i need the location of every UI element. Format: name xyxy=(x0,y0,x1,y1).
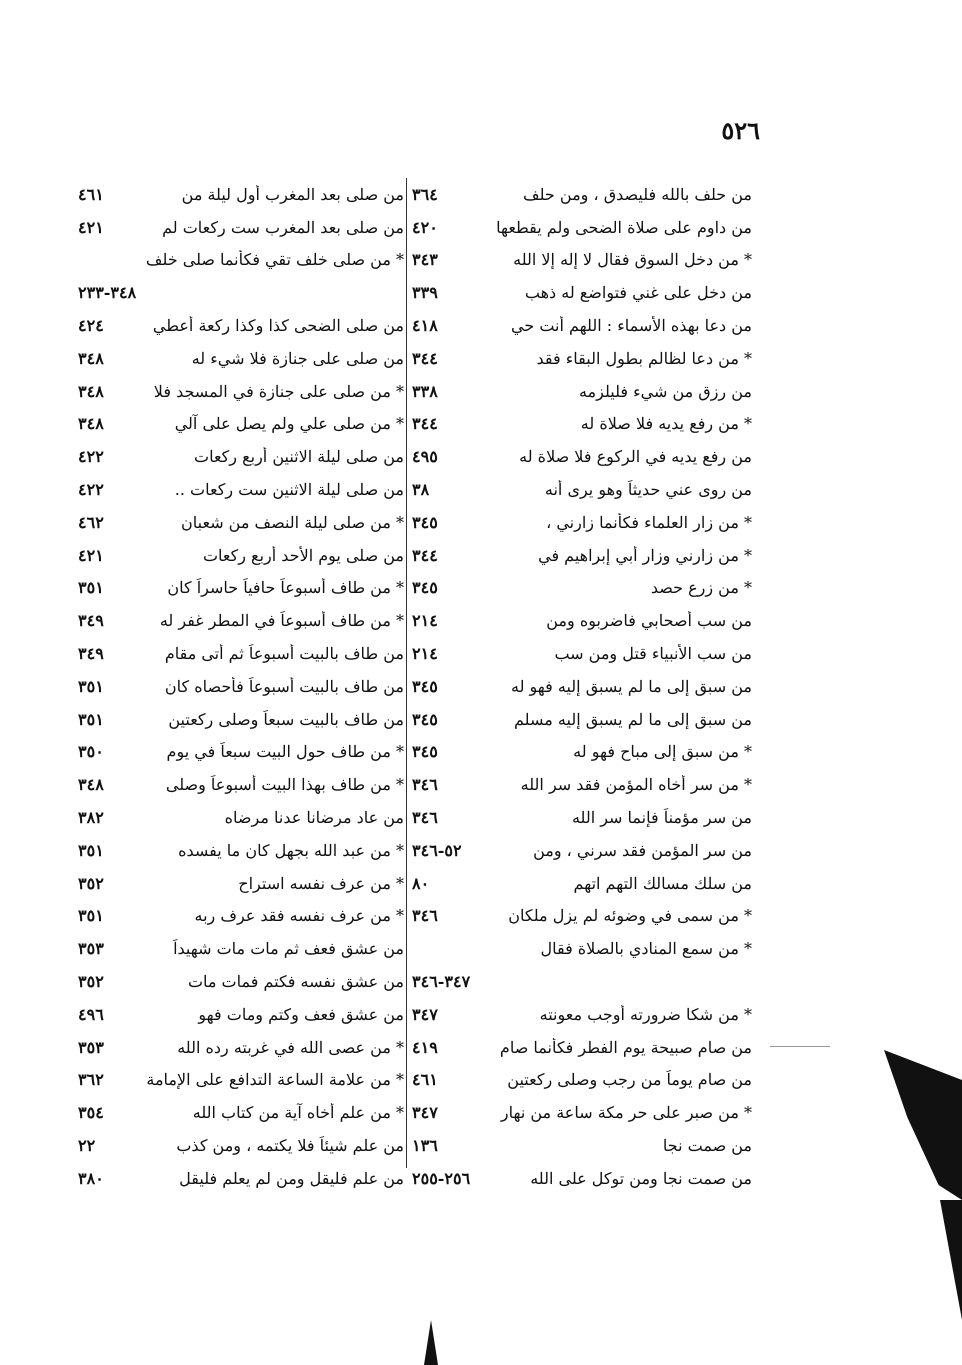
entry-text: * من علم أخاه آية من كتاب الله xyxy=(192,1103,404,1123)
index-entry xyxy=(412,604,752,637)
entry-page-number: ٣٤٧-٣٤٦ xyxy=(412,972,471,992)
index-entry xyxy=(78,900,404,933)
entry-text: * من طاف بهذا البيت أسبوعاً وصلى xyxy=(165,775,404,795)
entry-page-number: ٣٤٩ xyxy=(78,611,104,631)
entry-text: * من زارني وزار أبي إبراهيم في xyxy=(538,545,752,565)
entry-page-number: ٣٤٨ xyxy=(78,775,104,795)
entry-page-number: ٣٣٨ xyxy=(412,381,438,401)
entry-text: من صلى بعد المغرب أول ليلة من xyxy=(181,184,404,204)
index-entry xyxy=(412,736,752,769)
entry-text: من صلى بعد المغرب ست ركعات لم xyxy=(162,217,404,237)
entry-page-number: ٢١٤ xyxy=(412,611,438,631)
entry-page-number: ٣٤٨ xyxy=(78,414,104,434)
index-entry xyxy=(412,932,752,965)
entry-text: * من شكا ضرورته أوجب معونته xyxy=(539,1004,752,1024)
index-entry xyxy=(412,965,752,998)
index-entry xyxy=(78,276,404,309)
index-entry xyxy=(78,1031,404,1064)
index-entry xyxy=(78,834,404,867)
index-entry xyxy=(412,506,752,539)
index-entry xyxy=(412,309,752,342)
index-entry xyxy=(412,244,752,277)
index-entry xyxy=(412,1162,752,1195)
entry-page-number: ٤٦٢ xyxy=(78,512,104,532)
scan-edge-shadow-lower xyxy=(940,1200,962,1320)
index-entry xyxy=(78,932,404,965)
entry-text: من صام يوماً من رجب وصلى ركعتين xyxy=(507,1070,752,1090)
entry-text: من دعا بهذه الأسماء : اللهم أنت حي xyxy=(511,316,752,336)
index-entry xyxy=(412,342,752,375)
index-entry xyxy=(78,867,404,900)
index-entry xyxy=(78,572,404,605)
index-entry xyxy=(412,768,752,801)
entry-text: من طاف بالبيت سبعاً وصلى ركعتين xyxy=(168,709,404,729)
entry-page-number: ٣٥٣ xyxy=(78,939,104,959)
index-entry xyxy=(412,1129,752,1162)
index-entry xyxy=(412,998,752,1031)
entry-page-number: ٤٢١ xyxy=(78,217,104,237)
entry-page-number: ٣٥٤ xyxy=(78,1103,104,1123)
entry-text: * من سر أخاه المؤمن فقد سر الله xyxy=(520,775,752,795)
entry-page-number: ٤١٨ xyxy=(412,316,438,336)
entry-page-number: ٣٥٢ xyxy=(78,873,104,893)
index-entry xyxy=(412,900,752,933)
entry-text: من رفع يديه في الركوع فلا صلاة له xyxy=(519,447,752,467)
entry-page-number: ١٣٦ xyxy=(412,1136,438,1155)
index-entry xyxy=(412,408,752,441)
entry-page-number: ٣٤٥ xyxy=(412,742,438,762)
index-entry xyxy=(78,1064,404,1097)
entry-text: * من صبر على حر مكة ساعة من نهار xyxy=(500,1103,752,1123)
entry-text: * من رفع يديه فلا صلاة له xyxy=(580,414,752,434)
index-entry xyxy=(78,440,404,473)
index-entry xyxy=(78,736,404,769)
entry-page-number: ٤٢٤ xyxy=(78,316,104,336)
entry-text: * من دخل السوق فقال لا إله إلا الله xyxy=(513,250,752,270)
entry-text: من سبق إلى ما لم يسبق إليه فهو له xyxy=(510,676,752,696)
entry-page-number: ٢٢ xyxy=(78,1136,96,1155)
index-entry xyxy=(78,309,404,342)
index-entry xyxy=(412,670,752,703)
entry-page-number: ٣٥١ xyxy=(78,840,104,860)
index-column-left xyxy=(78,178,404,1195)
entry-page-number: ٣٨٠ xyxy=(78,1168,104,1188)
index-entry xyxy=(78,998,404,1031)
index-entry xyxy=(78,342,404,375)
entry-text: من سلك مسالك التهم اتهم xyxy=(573,873,752,893)
entry-page-number: ٤١٩ xyxy=(412,1037,438,1057)
scan-edge-shadow xyxy=(884,1050,962,1200)
index-entry xyxy=(78,473,404,506)
index-entry xyxy=(412,1096,752,1129)
index-entry xyxy=(78,637,404,670)
entry-text: من صلى على جنازة فلا شيء له xyxy=(191,348,404,368)
index-entry xyxy=(412,703,752,736)
index-entry xyxy=(78,1162,404,1195)
entry-page-number: ٣٤٨-٢٣٣ xyxy=(78,283,137,303)
index-entry xyxy=(78,211,404,244)
index-entry xyxy=(412,473,752,506)
entry-text: * من سمع المنادي بالصلاة فقال xyxy=(540,939,752,959)
entry-text: * من عصى الله في غربته رده الله xyxy=(177,1037,404,1057)
entry-page-number: ٣٤٣ xyxy=(412,250,438,270)
entry-page-number: ٣٨٢ xyxy=(78,808,104,828)
entry-text: * من دعا لظالم بطول البقاء فقد xyxy=(536,348,752,368)
index-column-right xyxy=(412,178,752,1195)
index-entry xyxy=(78,670,404,703)
entry-page-number: ٣٤٤ xyxy=(412,545,438,565)
entry-text: * من سبق إلى مباح فهو له xyxy=(573,742,752,762)
entry-text: من صلى ليلة الاثنين أربع ركعات xyxy=(194,447,404,467)
entry-page-number: ٨٠ xyxy=(412,873,430,893)
entry-page-number: ٣٤٦ xyxy=(412,906,438,926)
entry-page-number: ٣٥١ xyxy=(78,676,104,696)
entry-text: من عاد مرضانا عدنا مرضاه xyxy=(224,808,404,828)
index-entry xyxy=(412,834,752,867)
entry-page-number: ٣٤٥ xyxy=(412,676,438,696)
entry-page-number: ٤٢٢ xyxy=(78,480,104,500)
index-entry xyxy=(412,1031,752,1064)
column-divider xyxy=(406,178,407,1168)
scan-bottom-mark xyxy=(424,1320,438,1365)
entry-page-number: ٣٣٩ xyxy=(412,283,438,303)
entry-page-number: ٣٥١ xyxy=(78,709,104,729)
index-entry xyxy=(78,768,404,801)
entry-text: من سب أصحابي فاضربوه ومن xyxy=(546,611,752,631)
entry-text: من دخل على غني فتواضع له ذهب xyxy=(524,283,752,303)
index-entry xyxy=(78,1129,404,1162)
index-entry xyxy=(412,867,752,900)
index-entry xyxy=(412,375,752,408)
entry-text: * من طاف حول البيت سبعاً في يوم xyxy=(166,742,404,762)
entry-page-number: ٤٢١ xyxy=(78,545,104,565)
entry-page-number: ٣٥١ xyxy=(78,578,104,598)
entry-text: من سر مؤمناً فإنما سر الله xyxy=(571,808,752,828)
entry-text: من صلى يوم الأحد أربع ركعات xyxy=(202,545,404,565)
index-entry xyxy=(78,244,404,277)
entry-text: من عشق فعف وكتم ومات فهو xyxy=(198,1004,404,1024)
entry-page-number: ٤٢٢ xyxy=(78,447,104,467)
index-entry xyxy=(78,1096,404,1129)
entry-text: من صمت نجا ومن توكل على الله xyxy=(530,1168,752,1188)
entry-page-number: ٣٤٨ xyxy=(78,348,104,368)
entry-page-number: ٣٤٥ xyxy=(412,578,438,598)
index-entry xyxy=(412,572,752,605)
index-entry xyxy=(412,211,752,244)
entry-text: * من عرف نفسه فقد عرف ربه xyxy=(194,906,404,926)
entry-page-number: ٤٩٦ xyxy=(78,1004,104,1024)
entry-page-number: ٤٦١ xyxy=(78,184,104,204)
entry-text: من علم فليقل ومن لم يعلم فليقل xyxy=(179,1168,404,1188)
entry-text: من علم شيئاً فلا يكتمه ، ومن كذب xyxy=(176,1136,404,1155)
entry-page-number: ٣٤٩ xyxy=(78,644,104,664)
page-number: ٥٢٦ xyxy=(721,116,760,145)
entry-page-number: ٣٥٣ xyxy=(78,1037,104,1057)
entry-page-number: ٣٥١ xyxy=(78,906,104,926)
entry-text: * من سمى في وضوئه لم يزل ملكان xyxy=(508,906,752,926)
entry-text: * من صلى علي ولم يصل على آلي xyxy=(174,414,404,434)
entry-text: * من عبد الله بجهل كان ما يفسده xyxy=(178,840,404,860)
entry-text: من سب الأنبياء قتل ومن سب xyxy=(554,644,752,664)
entry-page-number: ٣٤٥ xyxy=(412,512,438,532)
entry-text: من روى عني حديثاً وهو يرى أنه xyxy=(544,480,752,500)
entry-page-number: ٥٢-٣٤٦ xyxy=(412,840,462,860)
entry-text: * من صلى ليلة النصف من شعبان xyxy=(181,512,404,532)
entry-page-number: ٣٨ xyxy=(412,480,430,500)
index-entry xyxy=(412,178,752,211)
entry-text: * من زرع حصد xyxy=(650,578,752,598)
entry-page-number: ٤٢٠ xyxy=(412,217,438,237)
entry-page-number: ٣٤٤ xyxy=(412,348,438,368)
entry-page-number: ٣٤٧ xyxy=(412,1004,438,1024)
entry-text: * من طاف أسبوعاً في المطر غفر له xyxy=(159,611,404,631)
entry-text: * من علامة الساعة التدافع على الإمامة xyxy=(146,1070,404,1090)
entry-page-number: ٢٥٦-٢٥٥ xyxy=(412,1168,471,1188)
entry-text: من طاف بالبيت أسبوعاً ثم أتى مقام xyxy=(164,644,404,664)
entry-page-number: ٣٥٠ xyxy=(78,742,104,762)
index-entry xyxy=(78,801,404,834)
entry-text: من سر المؤمن فقد سرني ، ومن xyxy=(533,840,752,860)
entry-page-number: ٢١٤ xyxy=(412,644,438,664)
index-entry xyxy=(78,703,404,736)
entry-page-number: ٣٤٦ xyxy=(412,808,438,828)
entry-text: من صمت نجا xyxy=(662,1136,752,1155)
index-entry xyxy=(78,375,404,408)
index-entry xyxy=(412,801,752,834)
entry-page-number: ٣٤٤ xyxy=(412,414,438,434)
entry-text: من عشق نفسه فكتم فمات مات xyxy=(187,972,404,992)
index-entry xyxy=(78,539,404,572)
entry-text: من حلف بالله فليصدق ، ومن حلف xyxy=(523,184,752,204)
entry-text: * من زار العلماء فكأنما زارني ، xyxy=(546,512,752,532)
entry-text: * من صلى خلف تقي فكأنما صلى خلف xyxy=(145,250,404,270)
index-entry xyxy=(412,1064,752,1097)
entry-text: * من صلى على جنازة في المسجد فلا xyxy=(153,381,404,401)
entry-page-number: ٤٩٥ xyxy=(412,447,438,467)
entry-page-number: ٤٦١ xyxy=(412,1070,438,1090)
entry-page-number: ٣٤٦ xyxy=(412,775,438,795)
entry-page-number: ٣٤٨ xyxy=(78,381,104,401)
entry-text: من عشق فعف ثم مات مات شهيداً xyxy=(173,939,404,959)
entry-text: من رزق من شيء فليلزمه xyxy=(578,381,752,401)
index-entry xyxy=(78,178,404,211)
entry-text: من صام صبيحة يوم الفطر فكأنما صام xyxy=(499,1037,752,1057)
index-entry xyxy=(412,637,752,670)
entry-page-number: ٣٦٤ xyxy=(412,184,438,204)
entry-page-number: ٣٤٧ xyxy=(412,1103,438,1123)
index-entry xyxy=(412,276,752,309)
index-entry xyxy=(78,604,404,637)
index-entry xyxy=(78,506,404,539)
entry-text: من سبق إلى ما لم يسبق إليه مسلم xyxy=(514,709,752,729)
index-entry xyxy=(412,440,752,473)
entry-text: من طاف بالبيت أسبوعاً فأحصاه كان xyxy=(164,676,404,696)
entry-page-number: ٣٦٢ xyxy=(78,1070,104,1090)
entry-text: * من عرف نفسه استراح xyxy=(238,873,404,893)
scan-mark-line xyxy=(770,1046,830,1047)
entry-page-number: ٣٤٥ xyxy=(412,709,438,729)
index-entry xyxy=(412,539,752,572)
index-entry xyxy=(78,408,404,441)
entry-text: * من طاف أسبوعاً حافياً حاسراً كان xyxy=(167,578,404,598)
entry-page-number: ٣٥٢ xyxy=(78,972,104,992)
entry-text: من صلى الضحى كذا وكذا ركعة أعطي xyxy=(152,316,404,336)
index-entry xyxy=(78,965,404,998)
entry-text: من داوم على صلاة الضحى ولم يقطعها xyxy=(496,217,752,237)
entry-text: من صلى ليلة الاثنين ست ركعات .. xyxy=(174,480,404,500)
